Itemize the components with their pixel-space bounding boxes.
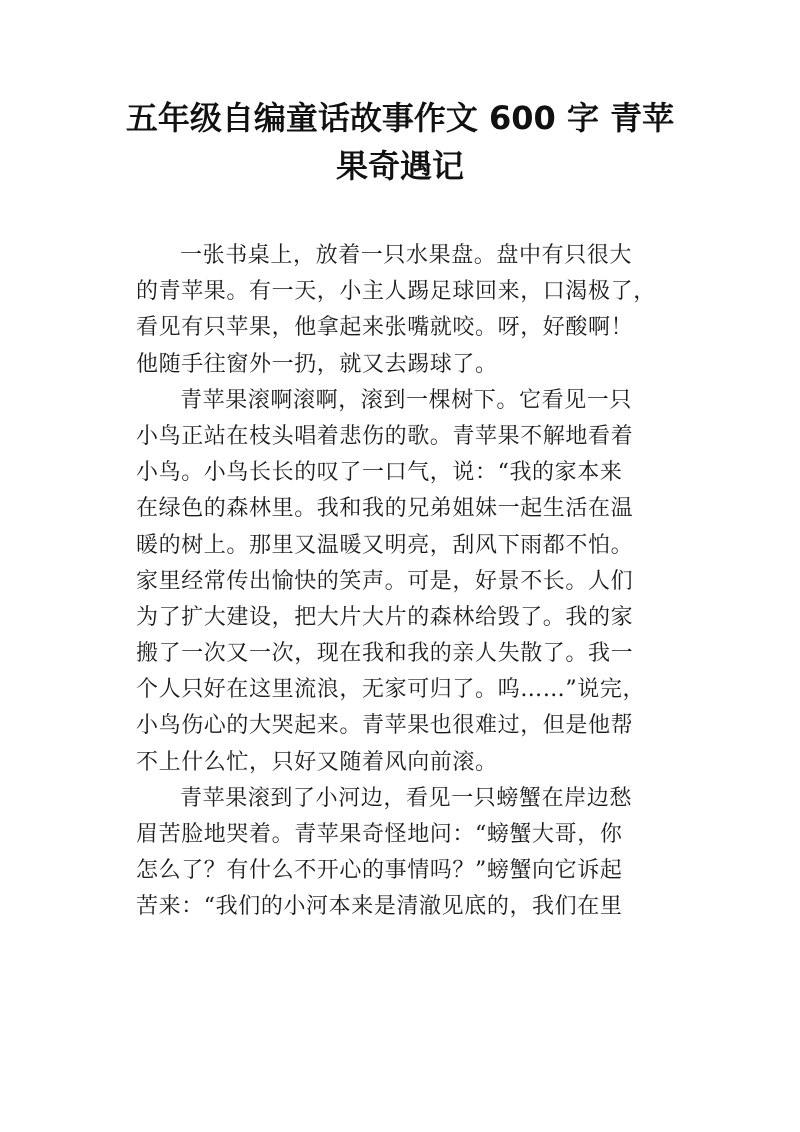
text-line: 他随手往窗外一扔，就又去踢球了。 xyxy=(136,351,498,377)
text-line: 青苹果滚到了小河边，看见一只螃蟹在岸边愁 xyxy=(180,785,633,811)
text-line: 苦来：“我们的小河本来是清澈见底的，我们在里 xyxy=(136,894,623,920)
text-line: 不上什么忙，只好又随着风向前滚。 xyxy=(136,749,498,775)
text-line: 搬了一次又一次，现在我和我的亲人失散了。我一 xyxy=(136,641,634,667)
text-line: 为了扩大建设，把大片大片的森林给毁了。我的家 xyxy=(136,604,634,630)
paragraph-2 xyxy=(136,383,664,781)
text-line: 怎么了？有什么不开心的事情吗？”螃蟹向它诉起 xyxy=(136,858,623,884)
text-line: 小鸟伤心的大哭起来。青苹果也很难过，但是他帮 xyxy=(136,713,634,739)
text-line: 的青苹果。有一天，小主人踢足球回来，口渴极了， xyxy=(136,279,656,305)
text-line: 眉苦脸地哭着。青苹果奇怪地问：“螃蟹大哥，你 xyxy=(136,822,623,847)
title-line-1: 五年级自编童话故事作文 600 字 青苹 xyxy=(125,99,675,137)
text-line: 一张书桌上，放着一只水果盘。盘中有只很大 xyxy=(180,243,633,268)
title-line-2: 果奇遇记 xyxy=(335,147,464,185)
text-line: 小鸟。小鸟长长的叹了一口气，说：“我的家本来 xyxy=(136,460,623,486)
text-line: 看见有只苹果，他拿起来张嘴就咬。呀，好酸啊！ xyxy=(136,315,634,341)
document-title xyxy=(100,94,700,190)
story-body xyxy=(136,238,664,926)
text-line: 个人只好在这里流浪，无家可归了。呜……”说完， xyxy=(136,677,646,703)
text-line: 在绿色的森林里。我和我的兄弟姐妹一起生活在温 xyxy=(136,496,634,522)
text-line: 小鸟正站在枝头唱着悲伤的歌。青苹果不解地看着 xyxy=(136,423,634,449)
paragraph-1 xyxy=(136,238,664,383)
text-line: 家里经常传出愉快的笑声。可是，好景不长。人们 xyxy=(136,568,634,594)
paragraph-3 xyxy=(136,781,664,926)
text-line: 暖的树上。那里又温暖又明亮，刮风下雨都不怕。 xyxy=(136,532,634,558)
text-line: 青苹果滚啊滚啊，滚到一棵树下。它看见一只 xyxy=(180,387,633,413)
